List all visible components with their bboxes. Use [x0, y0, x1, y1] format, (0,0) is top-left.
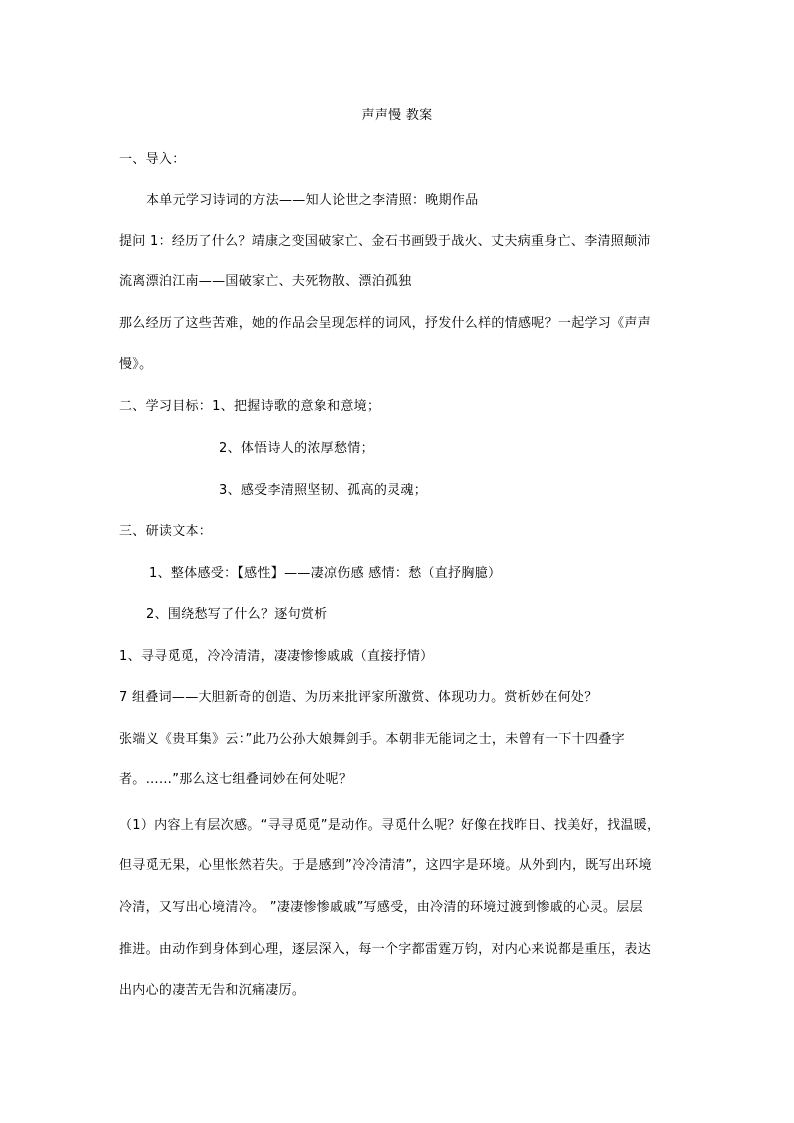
paragraph-line: 本单元学习诗词的方法——知人论世之李清照：晚期作品 — [146, 193, 479, 208]
section-heading-intro: 一、导入： — [119, 152, 186, 167]
paragraph-line: 但寻觅无果，心里怅然若失。于是感到”冷冷清清”，这四字是环境。从外到内，既写出环境 — [119, 858, 652, 873]
paragraph-line: 2、围绕愁写了什么？逐句赏析 — [146, 607, 328, 622]
paragraph-line: 1、寻寻觅觅，冷冷清清，凄凄惨惨戚戚（直接抒情） — [119, 649, 434, 664]
paragraph-line: 推进。由动作到身体到心理，逐层深入，每一个字都雷霆万钧，对内心来说都是重压，表达 — [119, 942, 652, 957]
paragraph-line: 提问 1：经历了什么？靖康之变国破家亡、金石书画毁于战火、丈夫病重身亡、李清照颠沛 — [119, 234, 651, 249]
section-heading-goals: 二、学习目标：1、把握诗歌的意象和意境； — [119, 399, 381, 414]
section-heading-reading: 三、研读文本： — [119, 524, 213, 539]
paragraph-line: 慢》。 — [119, 357, 153, 372]
paragraph-line: 者。……”那么这七组叠词妙在何处呢？ — [119, 772, 353, 787]
goal-item: 2、体悟诗人的浓厚愁情； — [219, 441, 374, 456]
document-title: 声声慢 教案 — [361, 108, 433, 123]
paragraph-line: 7 组叠词——大胆新奇的创造、为历来批评家所激赏、体现功力。赏析妙在何处？ — [119, 690, 598, 705]
paragraph-line: 张端义《贵耳集》云：”此乃公孙大娘舞剑手。本朝非无能词之士，未曾有一下十四叠字 — [119, 732, 625, 747]
paragraph-line: 那么经历了这些苦难，她的作品会呈现怎样的词风，抒发什么样的情感呢？一起学习《声声 — [119, 316, 652, 331]
paragraph-line: 流离漂泊江南——国破家亡、夫死物散、漂泊孤独 — [119, 274, 412, 289]
paragraph-line: 出内心的凄苦无告和沉痛凄厉。 — [119, 983, 306, 998]
paragraph-line: 1、整体感受：【感性】——凄凉伤感 感情：愁（直抒胸臆） — [149, 566, 502, 581]
paragraph-line: （1）内容上有层次感。“寻寻觅觅”是动作。寻觅什么呢？好像在找昨日、找美好，找温暖， — [119, 818, 661, 833]
goal-item: 3、感受李清照坚韧、孤高的灵魂； — [219, 483, 428, 498]
paragraph-line: 冷清，又写出心境清冷。 ”凄凄惨惨戚戚”写感受，由冷清的环境过渡到惨戚的心灵。层层 — [119, 900, 643, 915]
